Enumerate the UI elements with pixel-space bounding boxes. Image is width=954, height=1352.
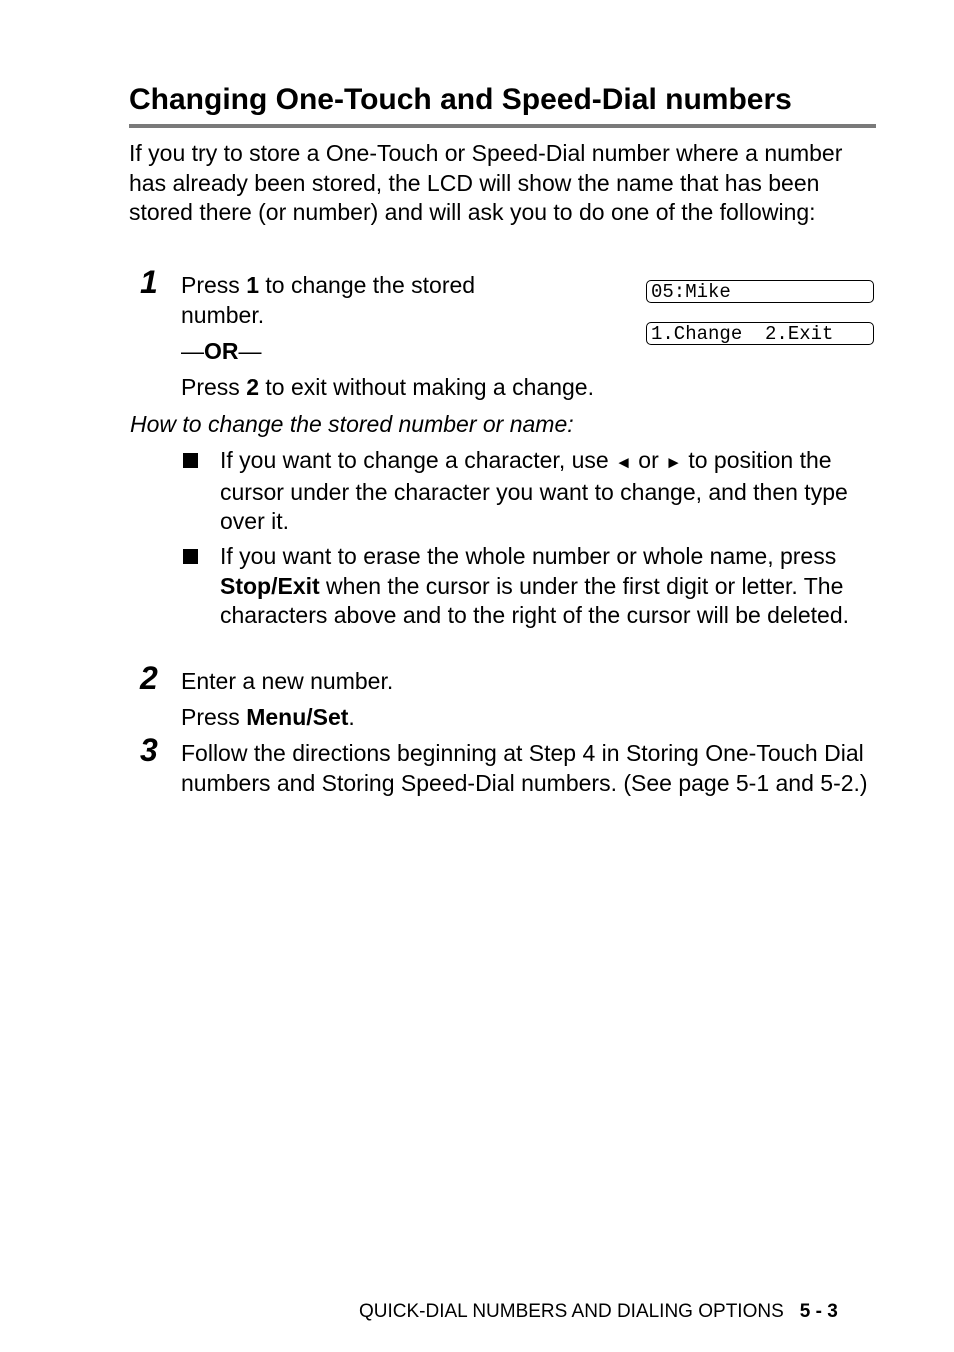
footer-page-number: 5 - 3 — [799, 1301, 838, 1322]
step2-line2 — [181, 703, 355, 733]
lcd-line-2: 1.Change 2.Exit — [646, 322, 874, 345]
bullet-square-1 — [183, 453, 198, 468]
bullet2-post: when the cursor is under the first digit or letter. The characters above and to the right of the cursor will be deleted. — [220, 572, 850, 629]
bullet1-post: to position the cursor under the character you want to change, and then type over it. — [220, 447, 848, 535]
bullet1-or: or — [631, 447, 666, 473]
or-separator — [181, 337, 262, 367]
title-underline — [129, 124, 876, 128]
step1-text — [181, 271, 521, 330]
step2-press-label: Press — [181, 704, 247, 730]
step1-alternative — [181, 373, 594, 403]
intro-paragraph: If you try to store a One-Touch or Speed-Dial number where a number has already been stored, the LCD will show the name that has been stored there (or number) and will ask you to do one of the following: — [129, 140, 843, 226]
step1-key-1: 1 — [246, 272, 259, 298]
or-label: OR — [204, 338, 239, 364]
page-footer — [359, 1301, 838, 1323]
alt-press-label: Press — [181, 374, 247, 400]
bullet-1-text — [220, 446, 880, 537]
step2-period: . — [348, 704, 355, 730]
bullet1-pre: If you want to change a character, use — [220, 447, 616, 473]
bullet-square-2 — [183, 549, 198, 564]
step-number-2: 2 — [140, 660, 158, 696]
step-number-1: 1 — [140, 264, 158, 300]
step1-line2: number. — [181, 301, 265, 328]
stop-exit-key: Stop/Exit — [220, 572, 320, 599]
step1-line1-rest: to change the stored — [258, 272, 476, 298]
footer-section-title: QUICK-DIAL NUMBERS AND DIALING OPTIONS — [359, 1301, 784, 1322]
step1-press-label: Press — [181, 272, 247, 298]
bullet2-pre: If you want to erase the whole number or whole name, press — [220, 543, 837, 569]
menu-set-key: Menu/Set — [246, 704, 349, 730]
or-dash-right: — — [238, 338, 262, 364]
step1-key-2: 2 — [246, 374, 259, 400]
page-title: Changing One-Touch and Speed-Dial numbers — [129, 83, 792, 116]
right-arrow-icon: ► — [665, 453, 682, 472]
how-to-subheading: How to change the stored number or name: — [130, 411, 574, 437]
step2-line1: Enter a new number. — [181, 668, 394, 694]
left-arrow-icon: ◄ — [615, 453, 632, 472]
step3-text: Follow the directions beginning at Step 4 in Storing One-Touch Dial numbers and Storing Speed-Dial numbers. (See page 5-1 and 5-2.) — [181, 740, 868, 796]
bullet-2-text — [220, 542, 880, 631]
alt-rest: to exit without making a change. — [258, 374, 594, 400]
step-number-3: 3 — [140, 732, 158, 768]
lcd-line-1: 05:Mike — [646, 280, 874, 303]
or-dash-left: — — [181, 338, 204, 364]
